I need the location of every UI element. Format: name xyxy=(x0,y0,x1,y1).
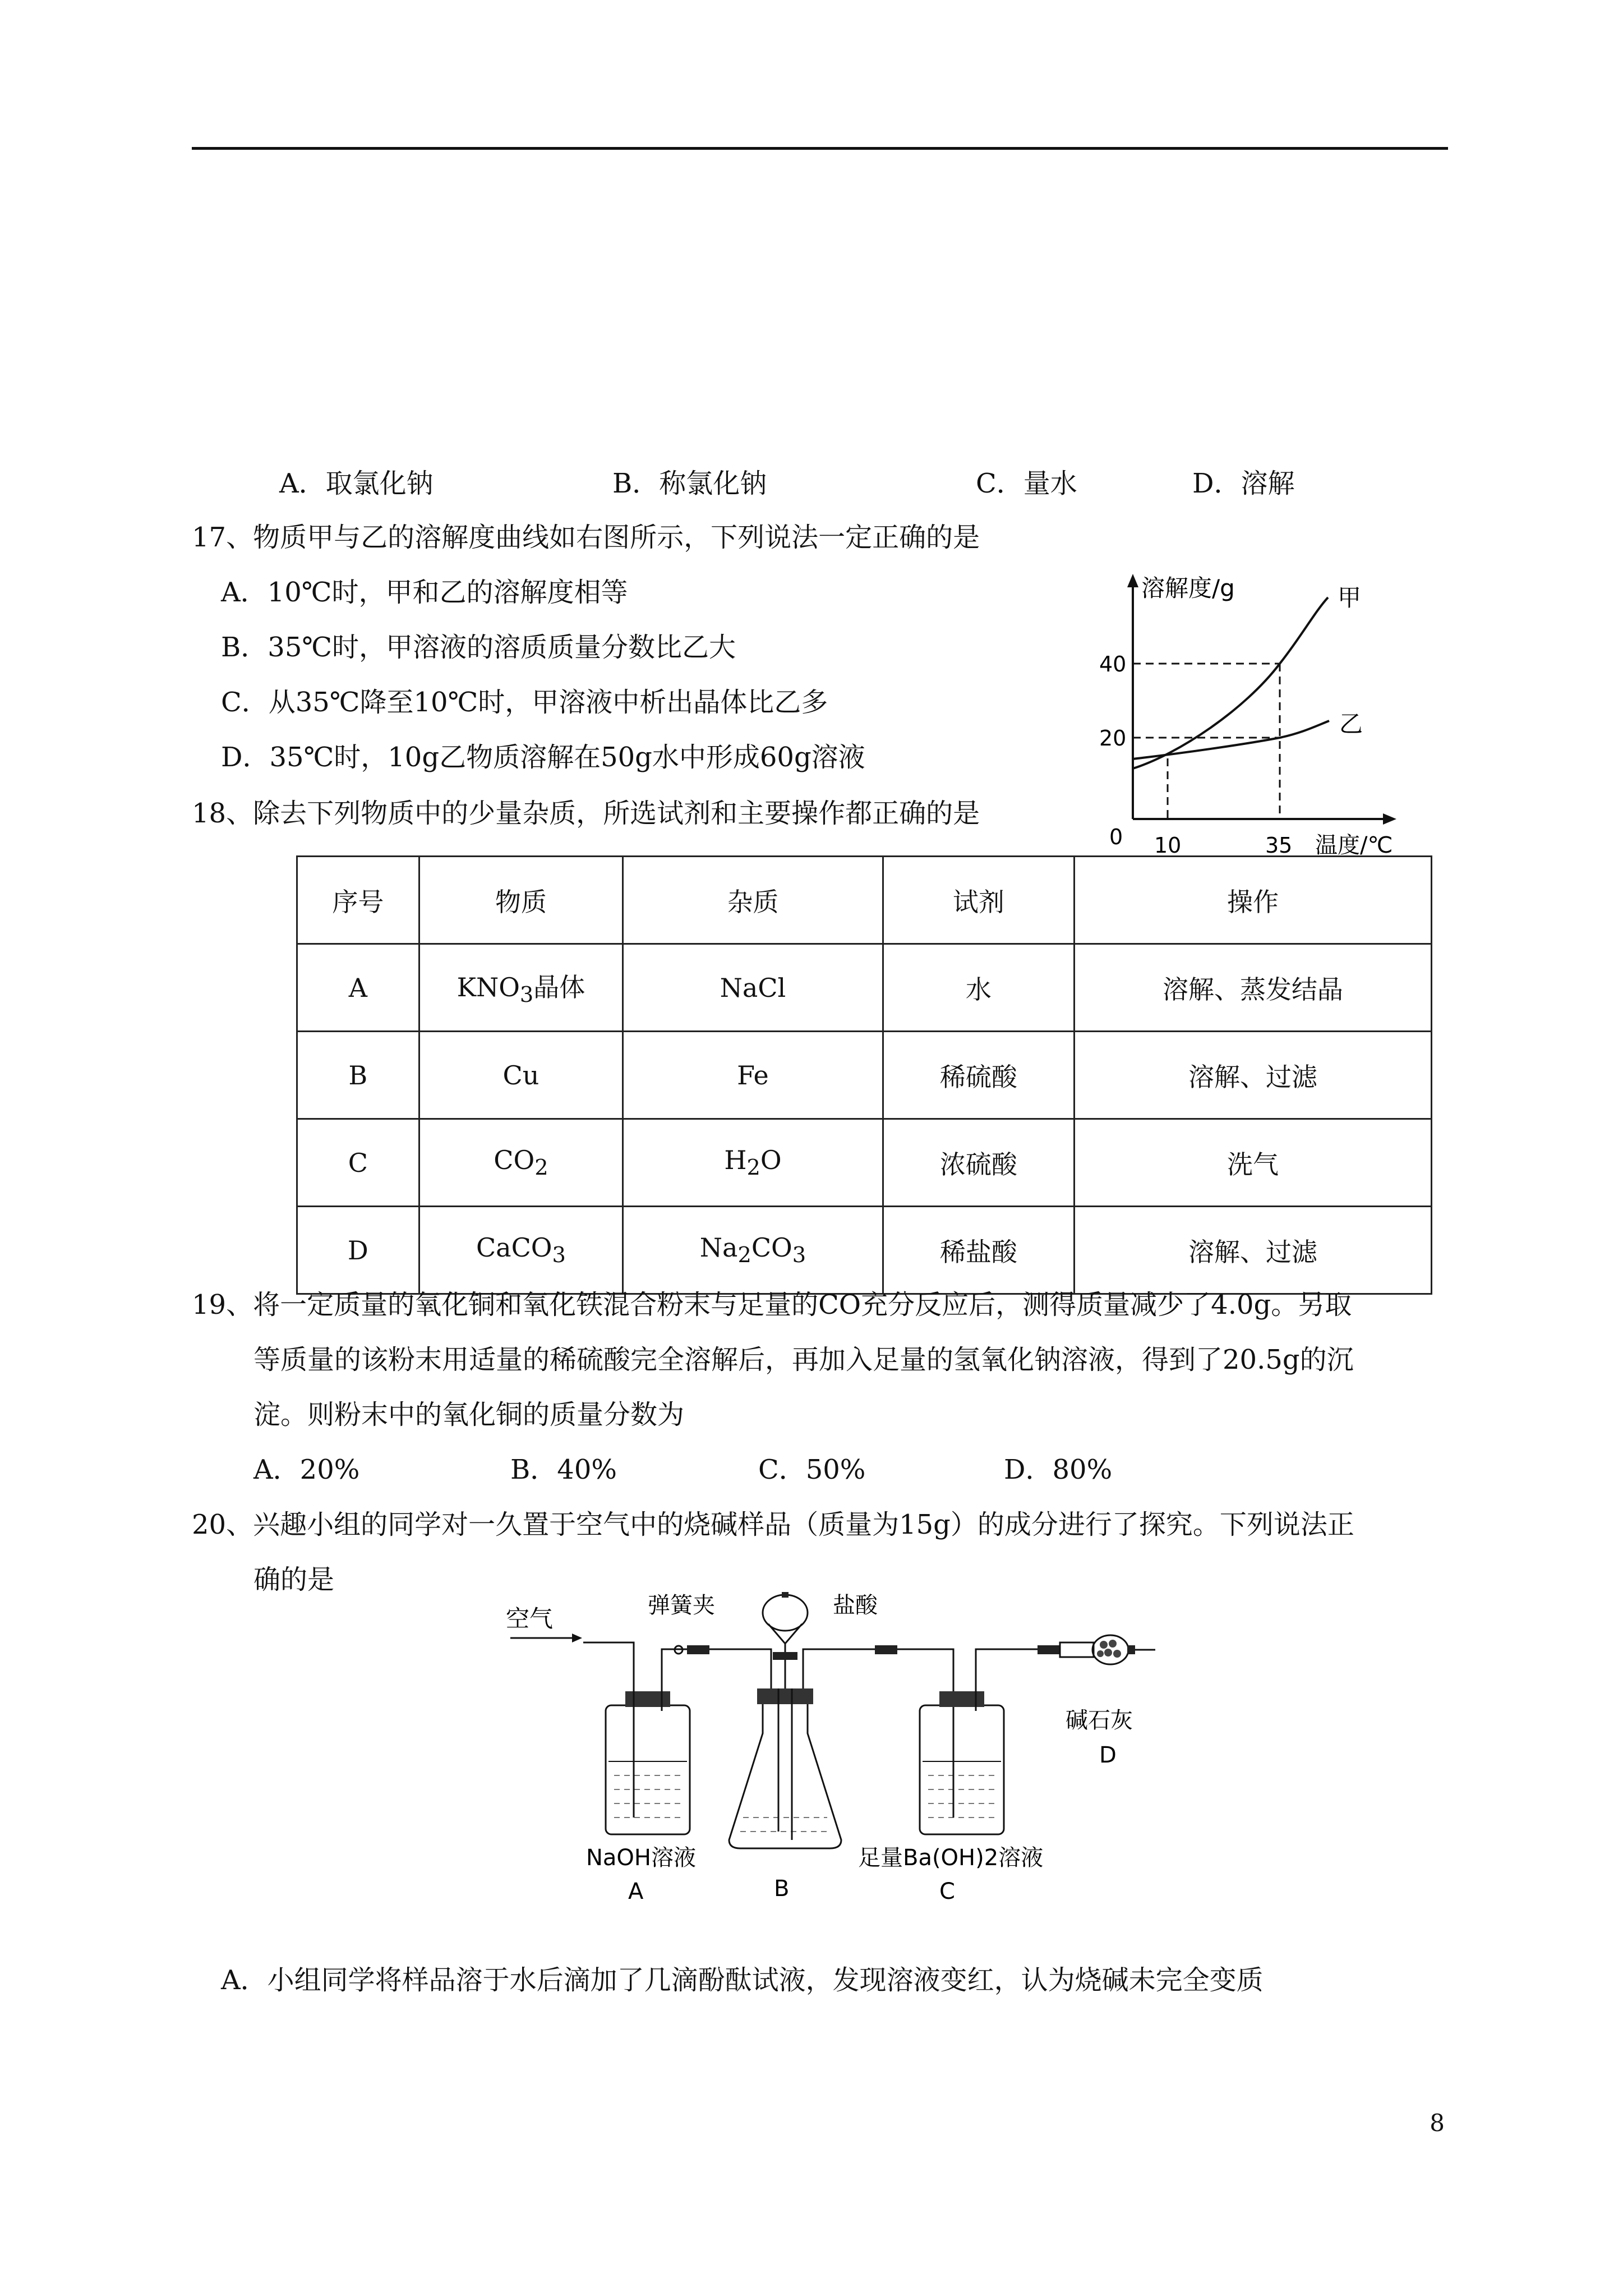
q19-line-3: 淀。则粉末中的氧化铜的质量分数为 xyxy=(253,1399,685,1430)
header-substance: 物质 xyxy=(419,857,623,944)
q20-option-a: A．小组同学将样品溶于水后滴加了几滴酚酞试液，发现溶液变红，认为烧碱未完全变质 xyxy=(221,1964,1264,1996)
row-operation: 溶解、过滤 xyxy=(1075,1032,1432,1119)
row-reagent: 浓硫酸 xyxy=(883,1119,1074,1207)
header-reagent: 试剂 xyxy=(883,857,1074,944)
row-operation: 溶解、过滤 xyxy=(1075,1207,1432,1294)
table-row xyxy=(297,1119,1432,1207)
row-impurity: NaCl xyxy=(623,944,883,1032)
q16-option-b: B．称氯化钠 xyxy=(612,468,767,499)
q17-stem: 17、物质甲与乙的溶解度曲线如右图所示，下列说法一定正确的是 xyxy=(192,522,980,553)
bottle-a xyxy=(583,1642,746,1834)
q17-option-b: B．35℃时，甲溶液的溶质质量分数比乙大 xyxy=(221,632,736,663)
x-tick-35: 35 xyxy=(1265,833,1293,858)
page-number: 8 xyxy=(1430,2109,1445,2137)
q18-stem: 18、除去下列物质中的少量杂质，所选试剂和主要操作都正确的是 xyxy=(192,798,980,829)
label-soda-lime: 碱石灰 xyxy=(1066,1708,1133,1733)
label-baoh2: 足量Ba(OH)2溶液 xyxy=(858,1845,1044,1871)
curve-label-yi: 乙 xyxy=(1339,710,1363,738)
row-impurity: $H_2O$ xyxy=(623,1119,883,1207)
graph-ylabel: 溶解度/g xyxy=(1141,574,1235,602)
header-impurity: 杂质 xyxy=(623,857,883,944)
row-reagent: 水 xyxy=(883,944,1074,1032)
row-reagent: 稀硫酸 xyxy=(883,1032,1074,1119)
row-substance: $CO_2$ xyxy=(419,1119,623,1207)
curve-label-jia: 甲 xyxy=(1338,584,1362,611)
q19-option-d: D．80% xyxy=(1004,1454,1113,1485)
q20-line-2: 确的是 xyxy=(253,1564,335,1595)
label-d: D xyxy=(1099,1742,1117,1768)
row-substance: CaCO$_3$ xyxy=(419,1207,623,1294)
y-axis-arrow xyxy=(1127,574,1138,587)
q17-option-d: D．35℃时，10g乙物质溶解在50g水中形成60g溶液 xyxy=(221,742,865,773)
q18-table xyxy=(296,855,1432,1295)
graph-origin: 0 xyxy=(1109,825,1123,849)
row-substance: Cu xyxy=(419,1032,623,1119)
label-clamp: 弹簧夹 xyxy=(648,1593,715,1618)
flask-b xyxy=(729,1592,841,1848)
row-reagent: 稀盐酸 xyxy=(883,1207,1074,1294)
header-operation: 操作 xyxy=(1075,857,1432,944)
q19-option-c: C．50% xyxy=(758,1454,866,1485)
curve-yi xyxy=(1133,721,1329,759)
q17-option-a: A．10℃时，甲和乙的溶解度相等 xyxy=(221,577,628,608)
table-header-row xyxy=(297,857,1432,944)
row-id: C xyxy=(297,1119,419,1207)
row-id: D xyxy=(297,1207,419,1294)
table-row xyxy=(297,944,1432,1032)
q17-option-c: C．从35℃降至10℃时，甲溶液中析出晶体比乙多 xyxy=(221,687,828,718)
label-b: B xyxy=(774,1876,790,1902)
solubility-graph xyxy=(1082,564,1430,867)
q16-option-a: A．取氯化钠 xyxy=(279,468,434,499)
label-naoh: NaOH溶液 xyxy=(586,1845,696,1871)
header-rule xyxy=(192,147,1448,150)
x-tick-10: 10 xyxy=(1154,833,1182,858)
label-air: 空气 xyxy=(506,1605,554,1632)
y-tick-40: 40 xyxy=(1099,652,1127,677)
graph-xlabel: 温度/℃ xyxy=(1315,832,1393,858)
clamp-icon xyxy=(687,1645,709,1654)
row-id: B xyxy=(297,1032,419,1119)
x-axis-arrow xyxy=(1383,813,1396,825)
q16-option-d: D．溶解 xyxy=(1192,468,1295,499)
drying-tube-d xyxy=(1060,1635,1155,1664)
row-operation: 溶解、蒸发结晶 xyxy=(1075,944,1432,1032)
q19-option-a: A．20% xyxy=(253,1454,360,1485)
row-id: A xyxy=(297,944,419,1032)
label-a: A xyxy=(628,1879,644,1904)
apparatus-diagram xyxy=(494,1582,1166,1907)
curve-jia xyxy=(1133,597,1328,769)
table-row xyxy=(297,1032,1432,1119)
q19-line-2: 等质量的该粉末用适量的稀硫酸完全溶解后，再加入足量的氢氧化钠溶液，得到了20.5g的沉 xyxy=(253,1344,1354,1375)
row-impurity: $Na_2CO_3$ xyxy=(623,1207,883,1294)
header-id: 序号 xyxy=(297,857,419,944)
q16-option-c: C．量水 xyxy=(976,468,1077,499)
q19-line-1: 19、将一定质量的氧化铜和氧化铁混合粉末与足量的CO充分反应后，测得质量减少了4.0g。另取 xyxy=(192,1289,1352,1320)
label-c: C xyxy=(939,1879,955,1904)
y-tick-20: 20 xyxy=(1099,726,1127,751)
q20-line-1: 20、兴趣小组的同学对一久置于空气中的烧碱样品（质量为15g）的成分进行了探究。下列说法正 xyxy=(192,1509,1354,1540)
table-row xyxy=(297,1207,1432,1294)
row-operation: 洗气 xyxy=(1075,1119,1432,1207)
label-acid: 盐酸 xyxy=(833,1593,878,1618)
q19-option-b: B．40% xyxy=(510,1454,617,1485)
row-impurity: Fe xyxy=(623,1032,883,1119)
row-substance: $KNO_3$晶体 xyxy=(419,944,623,1032)
bottle-c xyxy=(920,1649,1032,1834)
